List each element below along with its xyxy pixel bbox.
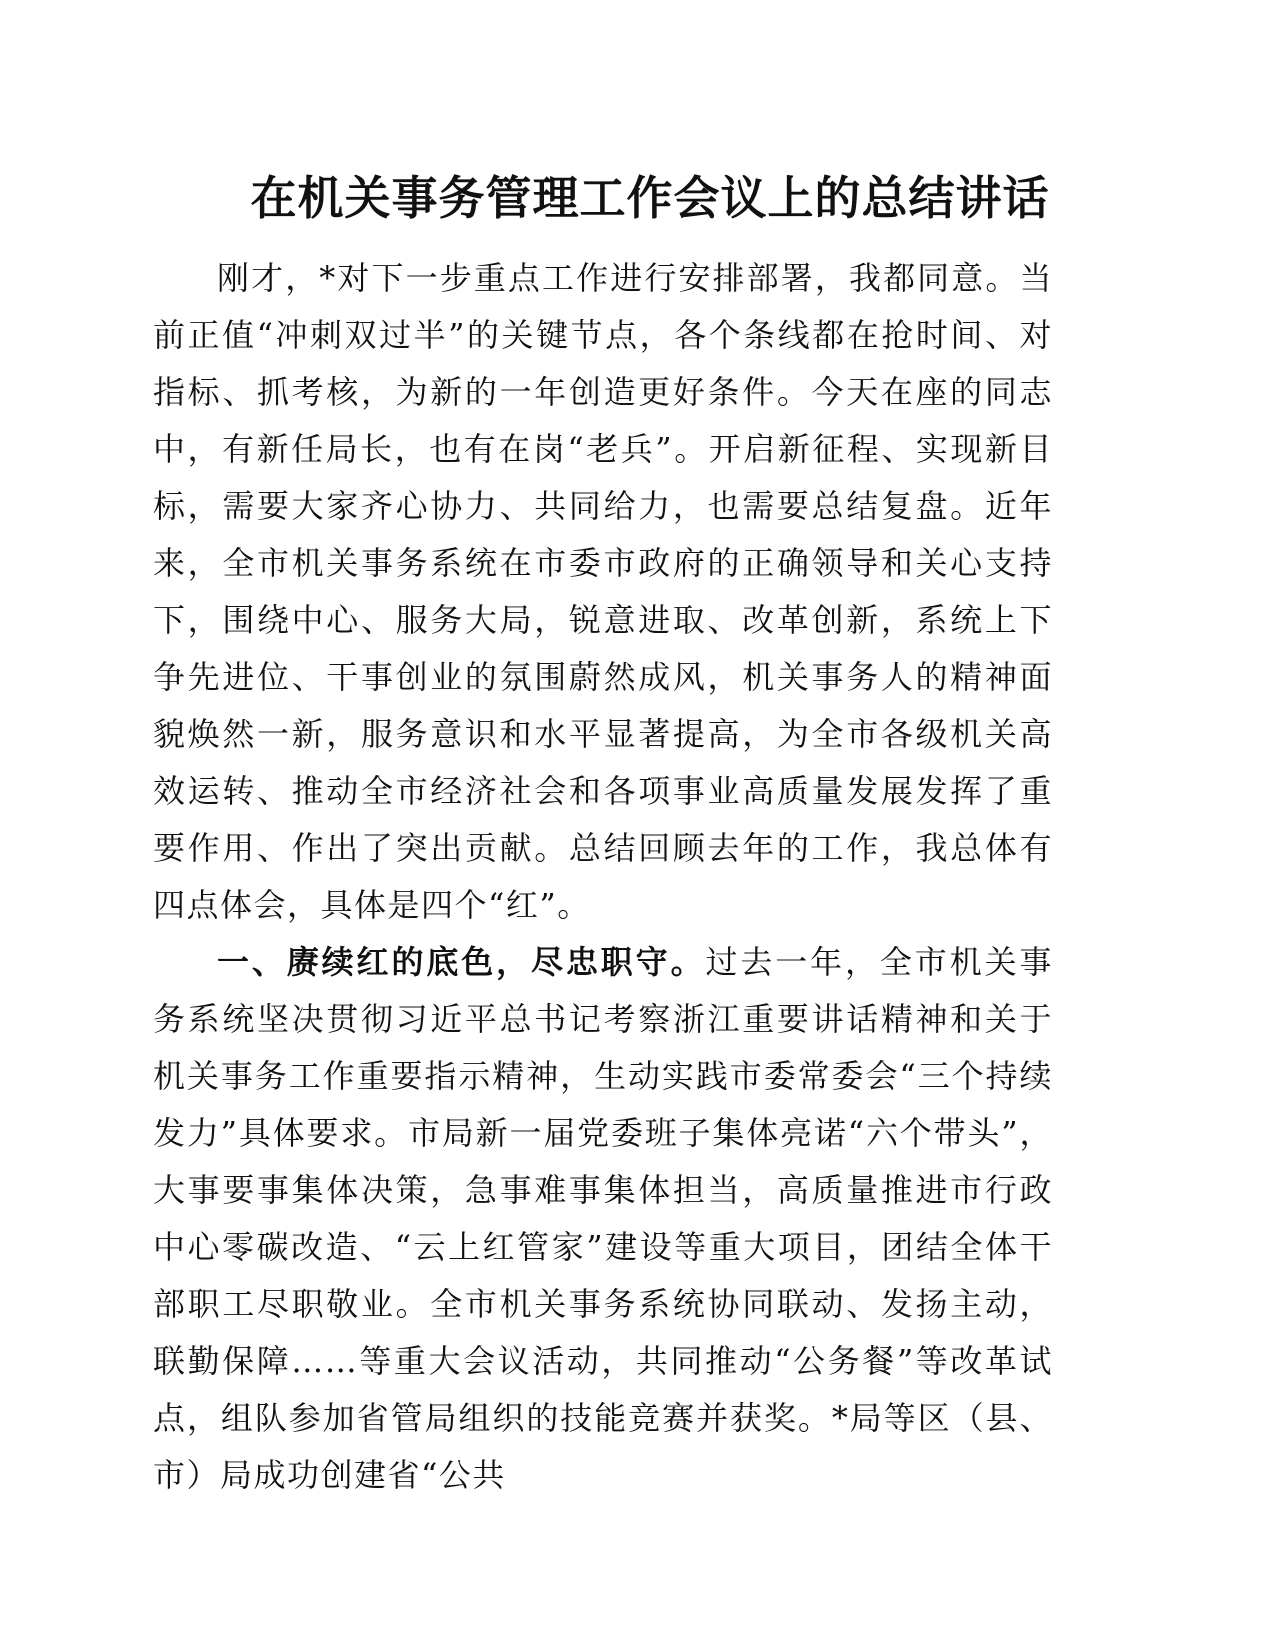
document-body [153,250,1053,1504]
section-1-text: 过去一年，全市机关事务系统坚决贯彻习近平总书记考察浙江重要讲话精神和关于机关事务工作重要指示精神，生动实践市委常委会“三个持续发力”具体要求。市局新一届党委班子集体亮诺“六个带头”，大事要事集体决策，急事难事集体担当，高质量推进市行政中心零碳改造、“云上红管家”建设等重大项目，团结全体干部职工尽职敬业。全市机关事务系统协同联动、发扬主动，联勤保障……等重大会议活动，共同推动“公务餐”等改革试点，组队参加省管局组织的技能竞赛并获奖。*局等区（县、市）局成功创建省“公共 [153,943,1053,1494]
document-title: 在机关事务管理工作会议上的总结讲话 [250,171,1050,225]
section-1-heading: 一、赓续红的底色，尽忠职守。 [217,943,706,981]
paragraph-intro: 刚才，*对下一步重点工作进行安排部署，我都同意。当前正值“冲刺双过半”的关键节点，各个条线都在抢时间、对指标、抓考核，为新的一年创造更好条件。今天在座的同志中，有新任局长，也有在岗“老兵”。开启新征程、实现新目标，需要大家齐心协力、共同给力，也需要总结复盘。近年来，全市机关事务系统在市委市政府的正确领导和关心支持下，围绕中心、服务大局，锐意进取、改革创新，系统上下争先进位、干事创业的氛围蔚然成风，机关事务人的精神面貌焕然一新，服务意识和水平显著提高，为全市各级机关高效运转、推动全市经济社会和各项事业高质量发展发挥了重要作用、作出了突出贡献。总结回顾去年的工作，我总体有四点体会，具体是四个“红”。 [153,259,1053,924]
paragraph-section-1 [153,934,1053,1504]
